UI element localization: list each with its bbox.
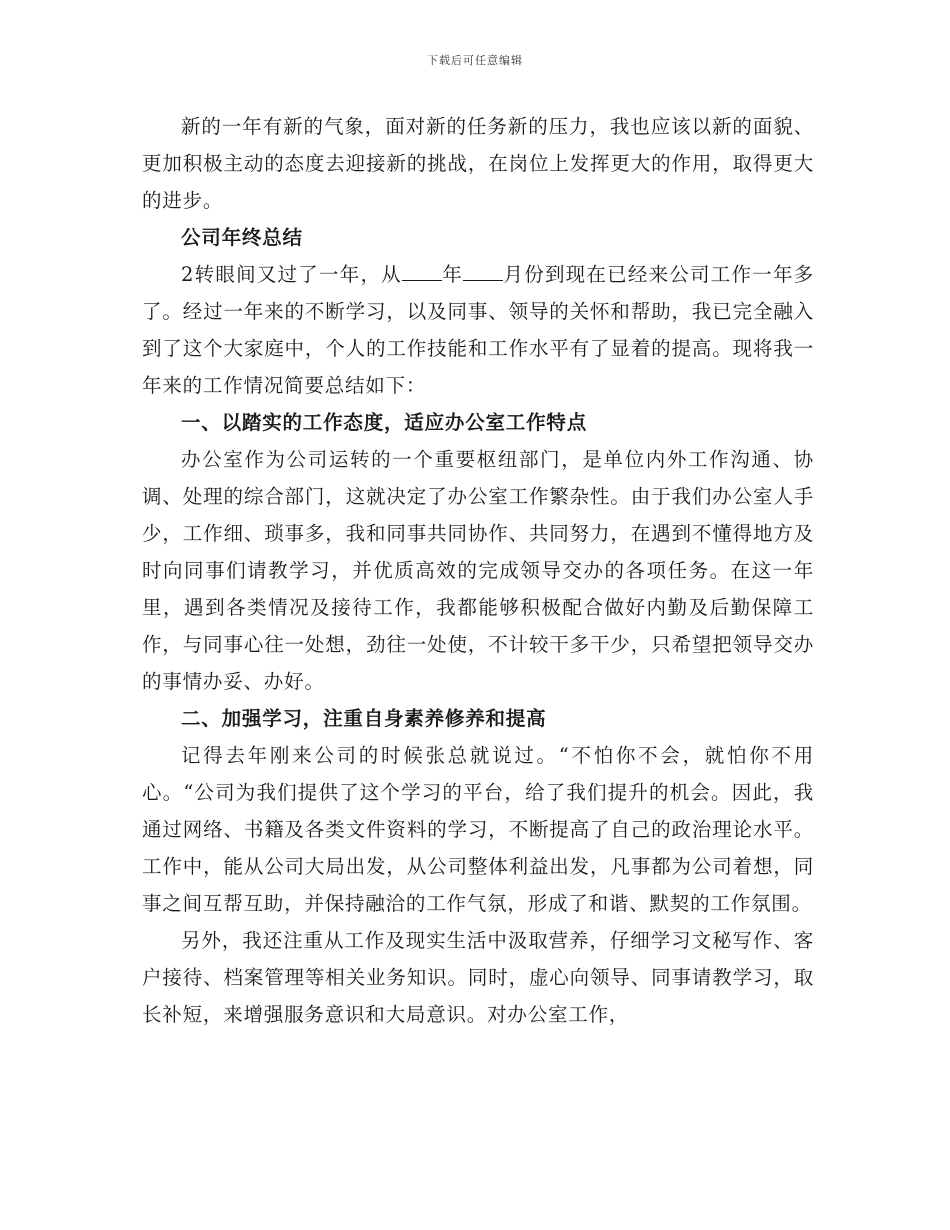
- intro-paragraph: 新的一年有新的气象，面对新的任务新的压力，我也应该以新的面貌、更加积极主动的态度去迎接新的挑战，在岗位上发挥更大的作用，取得更大的进步。: [142, 115, 814, 212]
- section-heading-1: 一、以踏实的工作态度，适应办公室工作特点: [181, 411, 588, 434]
- document-body: [142, 108, 814, 1033]
- opening-text-2: 年: [441, 263, 464, 286]
- document-title: 公司年终总结: [181, 226, 303, 249]
- section-heading-2: 二、加强学习，注重自身素养修养和提高: [181, 707, 547, 730]
- opening-paragraph: [142, 256, 814, 404]
- section-2-paragraph-2: 另外，我还注重从工作及现实生活中汲取营养，仔细学习文秘写作、客户接待、档案管理等相关业务知识。同时，虚心向领导、同事请教学习，取长补短，来增强服务意识和大局意识。对办公室工作，: [142, 929, 814, 1026]
- page-header: 下载后可任意编辑: [427, 54, 523, 67]
- section-1-paragraph: 办公室作为公司运转的一个重要枢纽部门，是单位内外工作沟通、协调、处理的综合部门，这就决定了办公室工作繁杂性。由于我们办公室人手少，工作细、琐事多，我和同事共同协作、共同努力，在遇到不懂得地方及时向同事们请教学习，并优质高效的完成领导交办的各项任务。在这一年里，遇到各类情况及接待工作，我都能够积极配合做好内勤及后勤保障工作，与同事心往一处想，劲往一处使，不计较干多干少，只希望把领导交办的事情办妥、办好。: [142, 448, 814, 693]
- year-blank: [402, 258, 442, 281]
- opening-text-1: 2转眼间又过了一年，从: [181, 263, 402, 286]
- opening-text-3: 月份到现在已经来公司工作一年多了。经过一年来的不断学习，以及同事、领导的关怀和帮助，我已完全融入到了这个大家庭中，个人的工作技能和工作水平有了显着的提高。现将我一年来的工作情况简要总结如下：: [142, 263, 814, 397]
- section-2-paragraph-1: 记得去年刚来公司的时候张总就说过。“不怕你不会，就怕你不用心。“公司为我们提供了这个学习的平台，给了我们提升的机会。因此，我通过网络、书籍及各类文件资料的学习，不断提高了自己的政治理论水平。工作中，能从公司大局出发，从公司整体利益出发，凡事都为公司着想，同事之间互帮互助，并保持融洽的工作气氛，形成了和谐、默契的工作氛围。: [142, 744, 814, 915]
- month-blank: [463, 258, 503, 281]
